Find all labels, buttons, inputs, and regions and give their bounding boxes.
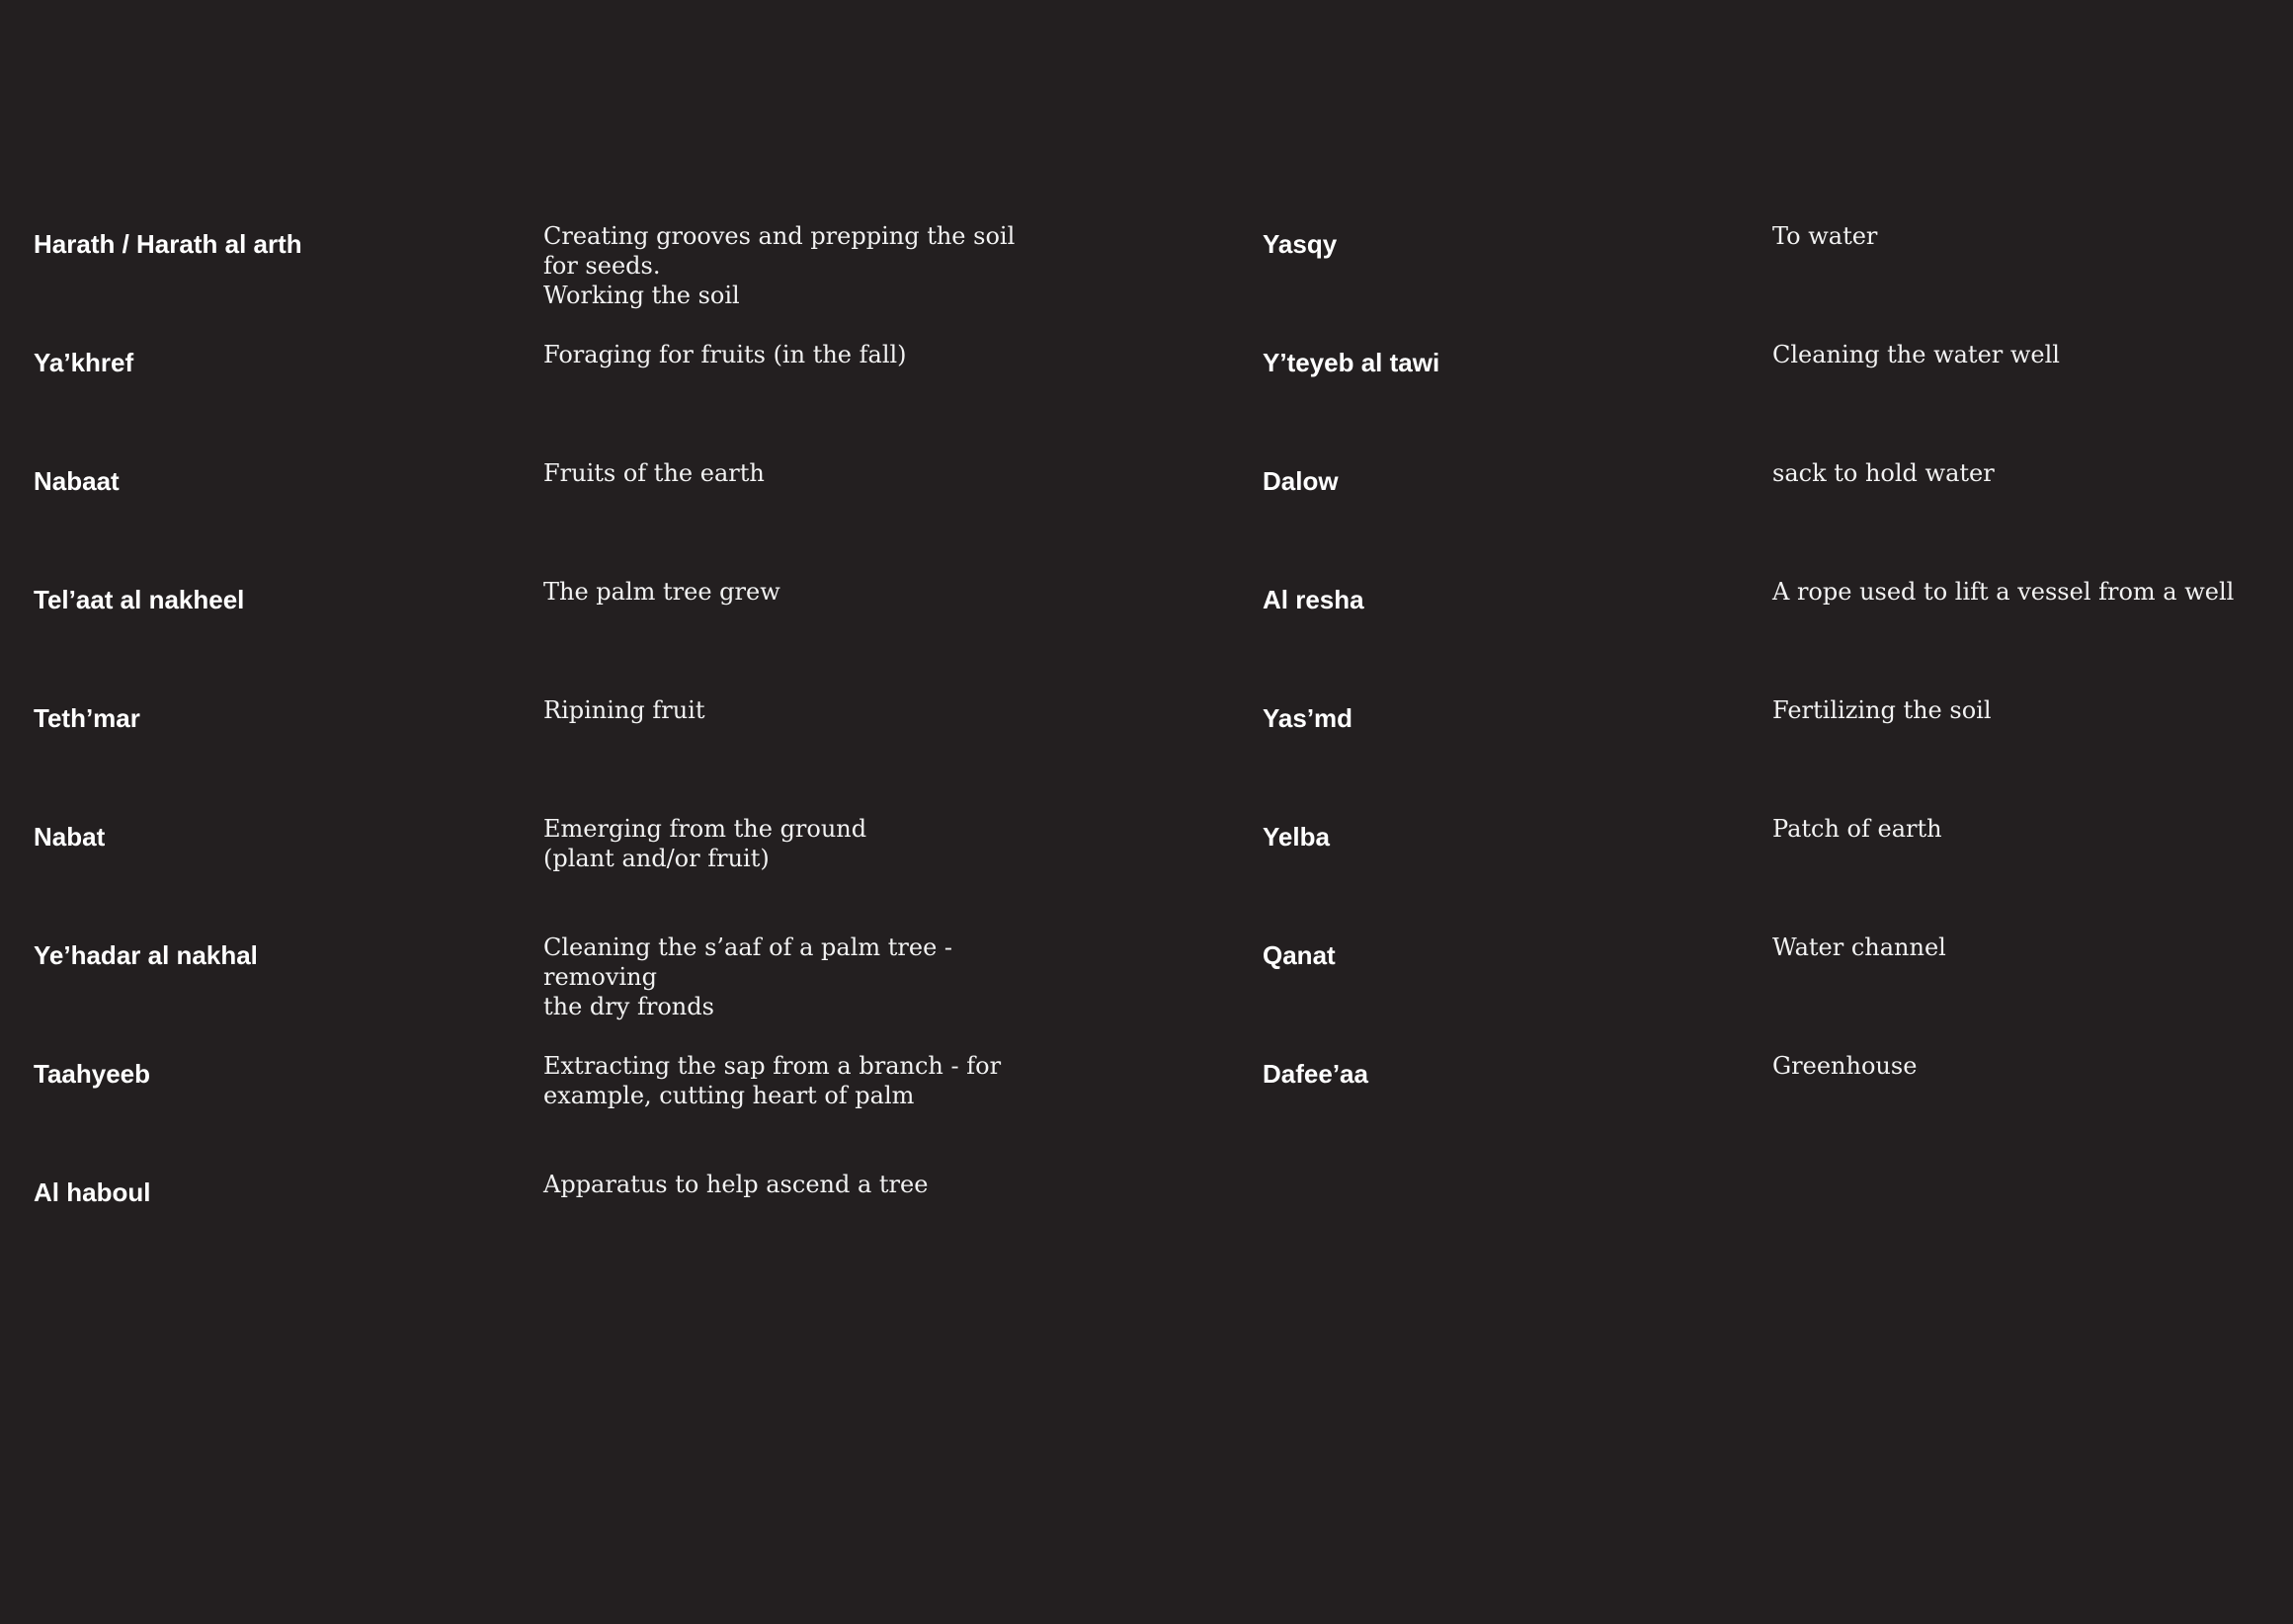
term: Dalow <box>1263 466 1339 496</box>
term: Yas’md <box>1263 703 1353 733</box>
term: Nabaat <box>34 466 120 496</box>
definition: Cleaning the water well <box>1772 341 2060 368</box>
definition: Apparatus to help ascend a tree <box>543 1171 929 1198</box>
term: Al resha <box>1263 585 1364 614</box>
definition: Ripining fruit <box>543 696 705 724</box>
term: Dafee’aa <box>1263 1059 1368 1089</box>
definition: Patch of earth <box>1772 815 1942 843</box>
term: Teth’mar <box>34 703 140 733</box>
definition: Water channel <box>1772 934 1946 961</box>
definition: Creating grooves and prepping the soil for seeds. Working the soil <box>543 222 1016 309</box>
term: Yelba <box>1263 822 1330 852</box>
definition: Cleaning the s’aaf of a palm tree - removing the dry fronds <box>543 934 953 1020</box>
definition: Fruits of the earth <box>543 459 765 487</box>
term: Tel’aat al nakheel <box>34 585 245 614</box>
term: Ye’hadar al nakhal <box>34 940 258 970</box>
definition: The palm tree grew <box>543 578 780 606</box>
term: Ya’khref <box>34 348 134 377</box>
term: Qanat <box>1263 940 1336 970</box>
term: Y’teyeb al tawi <box>1263 348 1440 377</box>
definition: sack to hold water <box>1772 459 1995 487</box>
definition: A rope used to lift a vessel from a well <box>1772 578 2235 606</box>
definition: Foraging for fruits (in the fall) <box>543 341 907 368</box>
term: Al haboul <box>34 1177 151 1207</box>
term: Taahyeeb <box>34 1059 151 1089</box>
term: Harath / Harath al arth <box>34 229 302 259</box>
term: Yasqy <box>1263 229 1338 259</box>
definition: Fertilizing the soil <box>1772 696 1992 724</box>
definition: Greenhouse <box>1772 1052 1918 1080</box>
term: Nabat <box>34 822 106 852</box>
definition: To water <box>1772 222 1878 250</box>
definition: Emerging from the ground (plant and/or fruit) <box>543 815 867 872</box>
definition: Extracting the sap from a branch - for example, cutting heart of palm <box>543 1052 1002 1109</box>
